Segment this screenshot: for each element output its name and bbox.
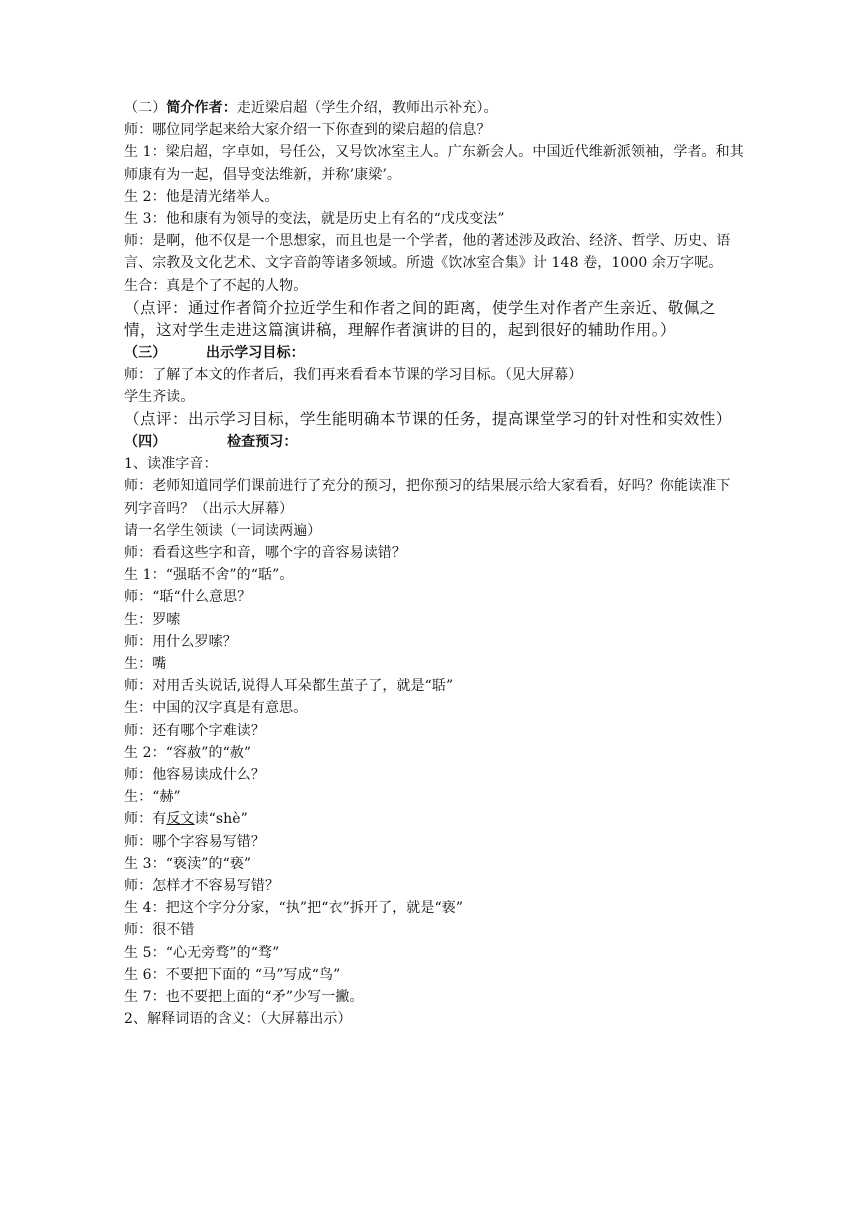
paragraph: 生 1：梁启超，字卓如，号任公，又号饮冰室主人。广东新会人。中国近代维新派领袖，学者。和其师康有为一起，倡导变法维新，并称’康梁’。	[124, 144, 744, 183]
paragraph: 生 2：他是清光绪举人。	[124, 188, 279, 205]
paragraph: 生 3：“亵渎”的“亵”	[124, 855, 252, 872]
document-body	[124, 97, 744, 1030]
paragraph: 生 3：他和康有为领导的变法，就是历史上有名的“戊戌变法”	[124, 211, 505, 228]
paragraph: 师：用什么罗嗦？	[124, 633, 237, 650]
comment-paragraph: （点评：出示学习目标，学生能明确本节课的任务，提高课堂学习的针对性和实效性）	[124, 410, 732, 429]
paragraph	[124, 808, 744, 830]
paragraph: 师：了解了本文的作者后，我们再来看看本节课的学习目标。（见大屏幕）	[124, 367, 583, 384]
paragraph: 师：“聒“什么意思？	[124, 589, 252, 606]
paragraph: 师：哪个字容易写错？	[124, 833, 265, 850]
paragraph-part: 读“shè”	[194, 811, 248, 828]
section-4-number: （四）	[124, 433, 167, 450]
paragraph: 生 6：不要把下面的 “马”写成“鸟”	[124, 966, 341, 983]
paragraph: 生：罗嗦	[124, 611, 181, 628]
paragraph: 生：“赫”	[124, 789, 181, 806]
paragraph: 师：是啊，他不仅是一个思想家，而且也是一个学者，他的著述涉及政治、经济、哲学、历史、语言、宗教及文化艺术、文字音韵等诸多领域。所遗《饮冰室合集》计 148 卷，1000 余万字呢。	[124, 233, 731, 272]
comment-paragraph: （点评：通过作者简介拉近学生和作者之间的距离，使学生对作者产生亲近、敬佩之情，这对学生走进这篇演讲稿，理解作者演讲的目的，起到很好的辅助作用。）	[124, 298, 716, 340]
paragraph: 生：嘴	[124, 655, 167, 672]
section-2-title: 简介作者：	[166, 100, 237, 116]
section-2-heading	[124, 97, 744, 119]
paragraph: 师：怎样才不容易写错？	[124, 878, 280, 894]
underlined-term: 反文	[166, 811, 195, 828]
paragraph: 师：哪位同学起来给大家介绍一下你查到的梁启超的信息？	[124, 122, 491, 139]
paragraph: 师：对用舌头说话,说得人耳朵都生茧子了，就是“聒”	[124, 678, 454, 695]
subheading: 1、读准字音：	[124, 456, 218, 473]
paragraph: 生 2：“容赦”的“赦”	[124, 744, 252, 761]
paragraph: 师：看看这些字和音，哪个字的音容易读错？	[124, 544, 406, 561]
section-3-number: （三）	[124, 344, 167, 361]
paragraph: 师：很不错	[124, 922, 195, 939]
paragraph: 学生齐读。	[124, 389, 195, 406]
subheading: 2、解释词语的含义：（大屏幕出示）	[124, 1011, 352, 1028]
paragraph: 生 7：也不要把上面的“矛”少写一撇。	[124, 989, 364, 1006]
section-4-heading	[124, 431, 744, 453]
section-4-title: 检查预习：	[227, 433, 298, 450]
paragraph-part: 师：有	[124, 811, 167, 828]
paragraph: 生 1：“强聒不舍”的“聒”。	[124, 567, 294, 584]
paragraph: 生合：真是个了不起的人物。	[124, 277, 308, 294]
paragraph: 生：中国的汉字真是有意思。	[124, 700, 308, 717]
section-2-prefix: （二）	[124, 100, 167, 116]
paragraph: 请一名学生领读（一词读两遍）	[124, 522, 322, 539]
section-3-heading	[124, 342, 744, 364]
paragraph: 师：他容易读成什么？	[124, 766, 265, 783]
section-2-rest: 走近梁启超（学生介绍，教师出示补充）。	[236, 100, 498, 116]
paragraph: 师：还有哪个字难读？	[124, 722, 265, 739]
paragraph: 生 4：把这个字分分家，“执”把“衣”拆开了，就是“亵”	[124, 900, 464, 917]
paragraph: 生 5：“心无旁骛”的“骛”	[124, 944, 280, 961]
paragraph: 师：老师知道同学们课前进行了充分的预习，把你预习的结果展示给大家看看，好吗？你能读准下列字音吗？（出示大屏幕）	[124, 478, 731, 517]
section-3-title: 出示学习目标：	[206, 344, 305, 361]
